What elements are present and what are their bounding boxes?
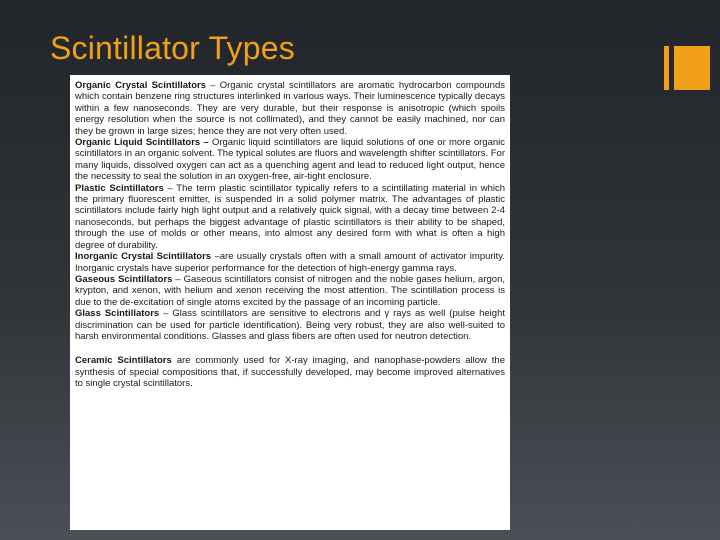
- title-accent-bars: [664, 46, 710, 90]
- paragraph-body: – The term plastic scintillator typically refers to a scintillating material in which the primary fluorescent emitter, is suspended in a solid polymer matrix. The advantages of plastic scintillators include fairly high light output and a relatively quick signal, with a decay time between 2-4 nanoseconds, but perhaps the biggest advantage of plastic scintillators is their ability to be shaped, through the use of molds or other means, into almost any desired form with what is often a high degree of durability.: [75, 182, 505, 251]
- paragraph-body: Organic liquid scintillators are liquid solutions of one or more organic scintillators in an organic solvent. The typical solutes are fluors and wavelength shifter scintillators. For many liquids, dissolved oxygen can act as a quenching agent and lead to reduced light output, hence the necessity to seal the solution in an oxygen-free, air-tight enclosure.: [75, 137, 505, 183]
- paragraph-heading: Organic Liquid Scintillators –: [75, 137, 209, 149]
- paragraph-heading: Gaseous Scintillators: [75, 273, 173, 285]
- paragraph-body: – Organic crystal scintillators are aromatic hydrocarbon compounds which contain benzene ring structures interlinked in various ways. Their luminescence typically decays within a few nanoseconds. They are very durable, but their response is anisotropic (which spoils energy resolution when the source is not collimated), and they cannot be easily machined, nor can they be grown in large sizes; hence they are not very often used.: [75, 80, 506, 137]
- paragraph-body: –are usually crystals often with a small amount of activator impurity. Inorganic crystals have superior performance for the detection of high-energy gamma rays.: [75, 251, 505, 274]
- paragraph-heading: Inorganic Crystal Scintillators: [75, 251, 212, 263]
- accent-thin-bar: [664, 46, 669, 90]
- paragraph-body: are commonly used for X-ray imaging, and nanophase-powders allow the synthesis of special compositions that, if successfully developed, may become improved alternatives to single crystal scintillators.: [75, 355, 505, 390]
- document-image: [70, 75, 510, 530]
- paragraph-organic-crystal: [75, 80, 505, 137]
- paragraph-heading: Ceramic Scintillators: [75, 355, 172, 367]
- paragraph-heading: Glass Scintillators: [75, 308, 160, 320]
- paragraph-ceramic: [75, 355, 505, 389]
- paragraph-glass: [75, 308, 505, 342]
- slide-title: Scintillator Types: [50, 30, 295, 66]
- paragraph-body: – Glass scintillators are sensitive to electrons and γ rays as well (pulse height discrimination can be used for particle identification). Being very robust, they are also well-suited to harsh environmental conditions. Glasses and glass fibers are often used for neutron detection.: [75, 308, 505, 342]
- paragraph-heading: Plastic Scintillators: [75, 182, 164, 194]
- paragraph-organic-liquid: [75, 137, 505, 183]
- paragraph-body: – Gaseous scintillators consist of nitrogen and the noble gases helium, argon, krypton, and xenon, with helium and xenon receiving the most attention. The scintillation process is due to the de-excitation of single atoms excited by the passage of an incoming particle.: [75, 273, 505, 308]
- paragraph-plastic: [75, 183, 505, 251]
- paragraph-heading: Organic Crystal Scintillators: [75, 80, 206, 91]
- paragraph-gaseous: [75, 274, 505, 308]
- paragraph-inorganic-crystal: [75, 251, 505, 274]
- accent-thick-bar: [674, 46, 710, 90]
